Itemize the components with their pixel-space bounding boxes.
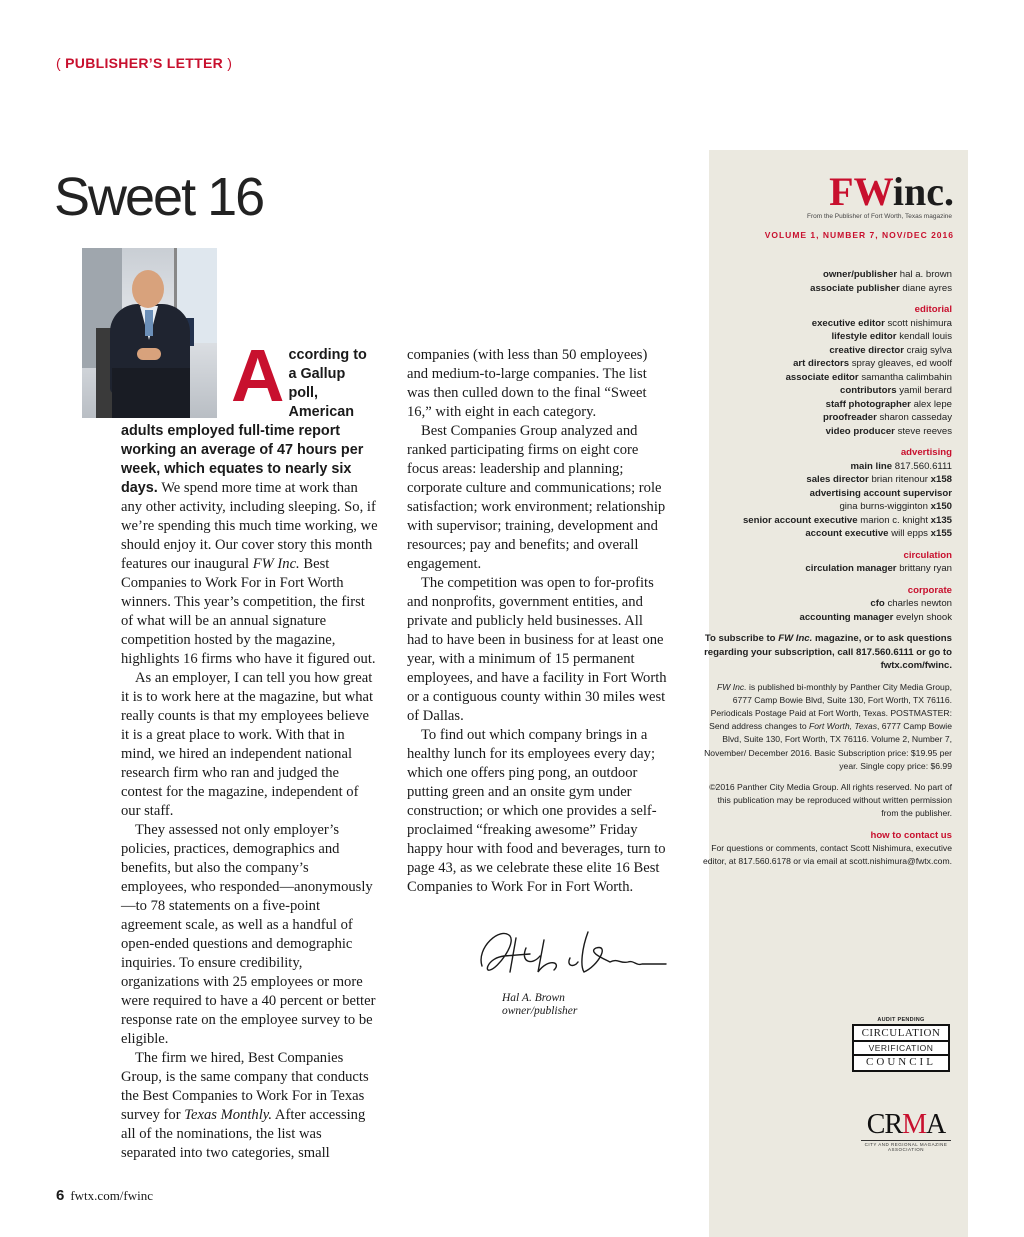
staff-row: gina burns-wigginton x150 — [839, 501, 952, 512]
staff-row: contributors yamil berard — [840, 385, 952, 396]
signature-title: owner/publisher — [502, 1005, 578, 1017]
body-paragraph: The firm we hired, Best Companies Group, is the same company that conducts the Best Companies to Work For in Texas survey for Texas Monthly. After accessing all of the nominations, the list was separated into two categories, small — [121, 1050, 369, 1161]
article-column-1 — [121, 334, 378, 1163]
body-text: Best Companies to Work For in Fort Worth winners. This year’s competition, the first of what will be an annual signature competition hosted by the magazine, highlights 16 firms who have it figured out. — [121, 556, 376, 667]
staff-row: proofreader sharon casseday — [822, 412, 952, 423]
page-number: 6 — [56, 1187, 65, 1204]
staff-row: video producer steve reeves — [825, 425, 952, 437]
section-heading-circulation: circulation — [903, 549, 952, 561]
drop-cap: A — [231, 334, 285, 417]
staff-row: sales director brian ritenour x158 — [806, 474, 952, 485]
staff-row: accounting manager evelyn shook — [799, 611, 952, 623]
body-italic: FW Inc. — [252, 556, 300, 572]
body-paragraph: Best Companies Group analyzed and ranked participating firms on eight core focus areas: leadership and planning; corporate culture and communications; role satisfaction; work environment; relationship with supervisor; training, development and resources; pay and benefits; and overall engagement. — [407, 423, 666, 572]
subscribe-info: To subscribe to FW Inc. magazine, or to ask questions regarding your subscription, call 817.560.6111 or go to fwtx.com/fwinc. — [704, 633, 952, 671]
section-heading-advertising: advertising — [900, 447, 952, 458]
lead-paragraph — [121, 334, 378, 669]
staff-row: account executive will epps x155 — [805, 528, 952, 539]
publication-notice: FW Inc. is published bi-monthly by Panther City Media Group, 6777 Camp Bowie Blvd, Suite 130, Fort Worth, TX 76116. Periodicals Postage Paid at Fort Worth, Texas. POSTMASTER: Send address changes to Fort Worth, Texas, 6777 Camp Bowie Blvd, Suite 130, Fort Worth, TX 76116. Volume 2, Number 7, November/ December 2016. Basic Subscription price: $19.95 per year. Single copy price: $6.99 — [704, 681, 952, 771]
volume-line: VOLUME 1, NUMBER 7, NOV/DEC 2016 — [764, 230, 954, 240]
signature-icon — [470, 918, 670, 988]
article-column-2 — [407, 346, 667, 897]
staff-row: art directors spray gleaves, ed woolf — [793, 358, 952, 369]
staff-row: executive editor scott nishimura — [811, 317, 952, 329]
signature-name: Hal A. Brown — [502, 992, 565, 1004]
staff-row: staff photographer alex lepe — [825, 398, 952, 410]
body-paragraph: To find out which company brings in a healthy lunch for its employees every day; which one offers ping pong, an outdoor putting green and an onsite gym under construction; or which one provides a self-proclaimed “freaking awesome” Friday happy hour with food and beverages, turn to page 43, as we celebrate these elite 16 Best Companies to Work For in Fort Worth. — [407, 727, 666, 895]
copyright-notice: ©2016 Panther City Media Group. All rights reserved. No part of this publication may be reproduced without written permission from the publisher. — [709, 781, 952, 819]
section-heading-editorial: editorial — [914, 304, 952, 315]
staff-row: senior account executive marion c. knight x135 — [742, 514, 952, 526]
staff-row: advertising account supervisor — [809, 487, 952, 499]
section-heading-corporate: corporate — [907, 584, 952, 596]
staff-row: associate publisher diane ayres — [810, 282, 952, 294]
body-paragraph: The competition was open to for-profits and nonprofits, government entities, and private and publicly held businesses. All had to have been in business for at least one year, with a minimum of 15 permanent employees, and have a facility in Fort Worth or a contiguous county within 30 miles west of Dallas. — [407, 575, 667, 724]
staff-row: creative director craig sylva — [829, 344, 952, 356]
body-paragraph: They assessed not only employer’s policies, practices, demographics and benefits, but also the company’s employees, who responded—anonymously—to 78 statements on a five-point agreement scale, as well as a handful of open-ended questions and demographic inquiries. To ensure credibility, organizations with 25 employees or more were required to have a 40 percent or better response rate on the employee survey to be eligible. — [121, 822, 376, 1047]
crma-logo: CRMA CITY AND REGIONAL MAGAZINE ASSOCIATION — [861, 1110, 951, 1152]
masthead-sidebar — [703, 150, 968, 1237]
staff-row: cfo charles newton — [870, 598, 952, 609]
cvc-audit-logo: AUDIT PENDING CIRCULATION VERIFICATION COUNCIL — [852, 1017, 950, 1072]
body-text: We spend more time at work than any other activity, including sleeping. So, if we’re spending this much time working, we should enjoy it. Our cover story this month features our inaugural — [121, 480, 378, 572]
body-paragraph: companies (with less than 50 employees) and medium-to-large companies. The list was then culled down to the final “Sweet 16,” with eight in each category. — [407, 347, 648, 420]
page-footer — [56, 1187, 153, 1204]
staff-row: owner/publisher hal a. brown — [822, 269, 952, 280]
contact-info: For questions or comments, contact Scott Nishimura, executive editor, at 817.560.6178 or via email at scott.nishimura@fwtx.com. — [703, 843, 952, 867]
logo-tagline: From the Publisher of Fort Worth, Texas magazine — [807, 213, 952, 220]
staff-row: circulation manager brittany ryan — [805, 563, 952, 574]
audit-pending-label: AUDIT PENDING — [877, 1017, 925, 1023]
page-title: Sweet 16 — [54, 167, 264, 227]
staff-row: main line 817.560.6111 — [850, 460, 952, 472]
lead-text: ccording to a Gallup poll, American adults employed full-time report working an average of 47 hours per week, which equates to nearly six days. — [121, 347, 367, 496]
staff-row: lifestyle editor kendall louis — [831, 331, 952, 342]
bracket-close: ) — [227, 55, 233, 71]
signature-caption — [502, 992, 577, 1018]
section-label-text: PUBLISHER’S LETTER — [65, 55, 224, 71]
body-paragraph: As an employer, I can tell you how great it is to work here at the magazine, but what really counts is that my employees believe it is a great place to work. With that in mind, we hired an independent national research firm who ran and judged the contest for the magazine, independent of our staff. — [121, 670, 374, 819]
fwinc-logo: FWinc. — [829, 169, 954, 214]
section-heading-contact: how to contact us — [870, 829, 952, 841]
footer-url: fwtx.com/fwinc — [70, 1188, 154, 1203]
section-label — [56, 55, 232, 71]
staff-row: associate editor samantha calimbahin — [785, 371, 952, 383]
bracket-open: ( — [56, 55, 61, 71]
staff-list — [702, 268, 952, 868]
